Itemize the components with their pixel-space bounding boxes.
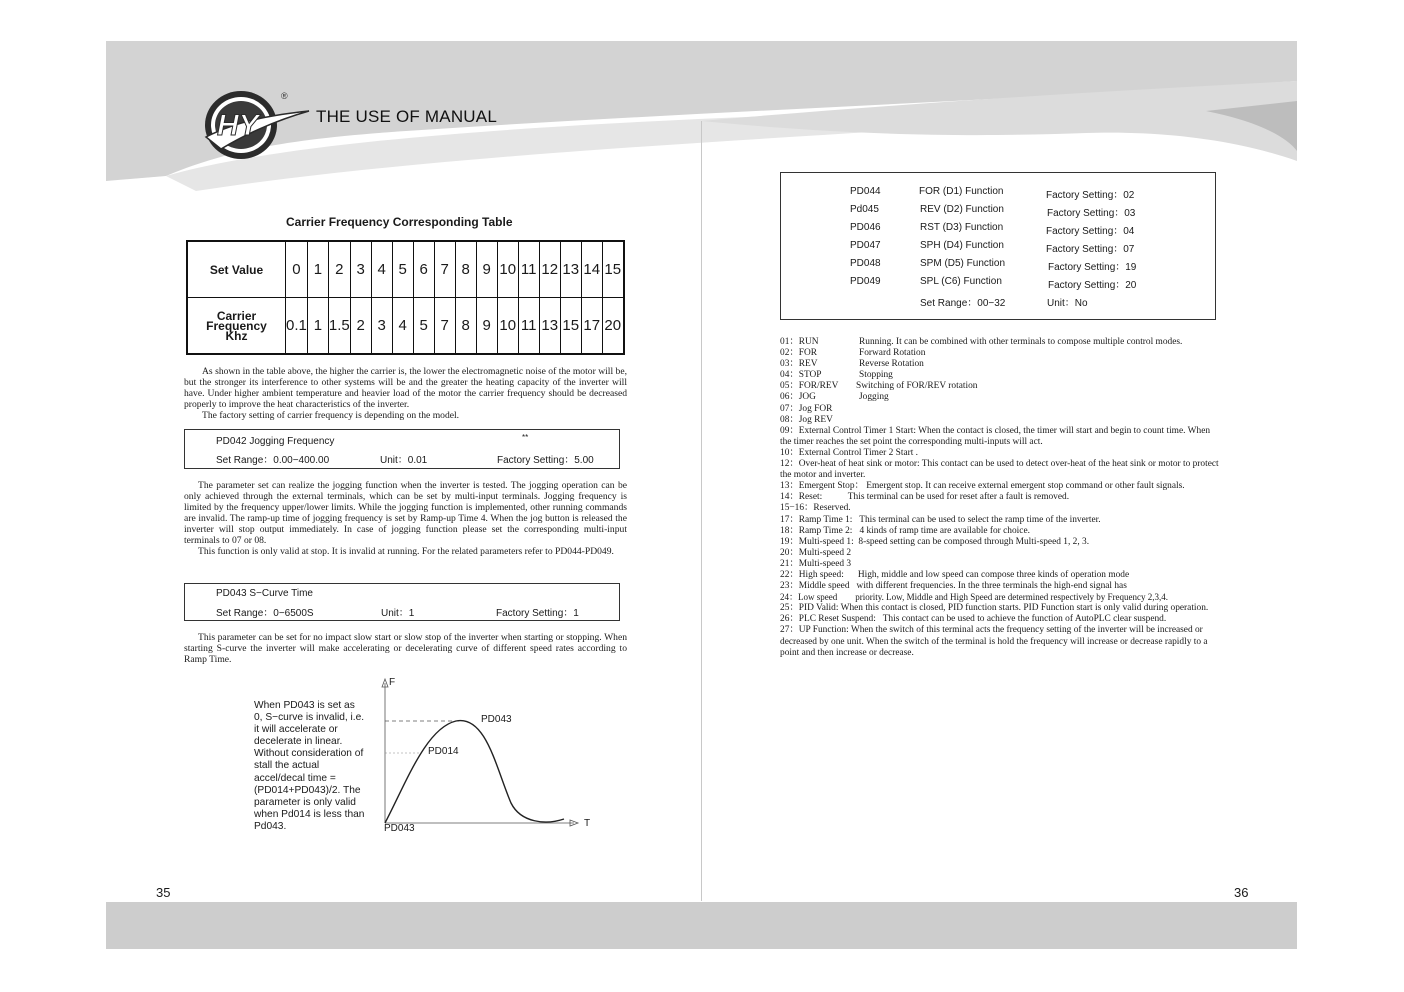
list-item: 18：Ramp Time 2: 4 kinds of ramp time are available for choice. [780, 525, 1030, 536]
function-factory: Factory Setting：04 [1046, 226, 1135, 237]
table-cell: 10 [497, 241, 518, 298]
base-label: PD043 [384, 823, 415, 834]
header-line: Carrier [216, 308, 257, 323]
header-line: Frequency [206, 318, 267, 333]
table-cell: 5 [392, 241, 413, 298]
carrier-table-title: Carrier Frequency Corresponding Table [286, 215, 513, 229]
term-code: 05：FOR/REV [780, 381, 839, 392]
carrier-frequency-header [187, 298, 286, 355]
list-item: 26：PLC Reset Suspend: This contact can be used to achieve the function of AutoPLC clear suspend. [780, 614, 1167, 625]
list-item [780, 337, 1220, 348]
function-name: RST (D3) Function [920, 222, 1004, 233]
table-cell: 6 [413, 241, 434, 298]
table-cell: 1.5 [328, 298, 350, 355]
unit: Unit：No [1047, 298, 1088, 309]
pd042-factory: Factory Setting：5.00 [497, 455, 594, 466]
carrier-factory-note: The factory setting of carrier frequency is depending on the model. [202, 410, 460, 421]
footer-band [106, 902, 1297, 949]
table-cell: 7 [434, 298, 455, 355]
peak-label: PD043 [481, 714, 512, 725]
term-code: 08：Jog REV [780, 414, 833, 425]
term-text: Forward Rotation [859, 348, 926, 359]
list-item [780, 370, 1220, 381]
pd042-mark: ** [522, 433, 529, 442]
function-name: FOR (D1) Function [919, 186, 1004, 197]
function-code: PD047 [850, 240, 881, 251]
list-item: 14：Reset: This terminal can be used for reset after a fault is removed. [780, 492, 1070, 503]
table-cell: 11 [518, 298, 539, 355]
table-cell: 0 [286, 241, 308, 298]
list-item [780, 348, 1220, 359]
function-code: PD048 [850, 258, 881, 269]
carrier-frequency-table [186, 240, 625, 355]
list-item [780, 392, 1220, 403]
table-cell: 9 [476, 241, 497, 298]
jogging-note: This function is only valid at stop. It is invalid at running. For the related parameters refer to PD044-PD049. [198, 546, 614, 557]
table-cell: 8 [455, 241, 476, 298]
term-text: Reverse Rotation [859, 359, 924, 370]
function-name: REV (D2) Function [920, 204, 1004, 215]
table-cell: 1 [307, 241, 328, 298]
term-code: 07：Jog FOR [780, 403, 833, 414]
list-item: 17：Ramp Time 1: This terminal can be used to select the ramp time of the inverter. [780, 514, 1101, 525]
list-item [780, 404, 1220, 415]
list-item: 22：High speed: High, middle and low speed can compose three kinds of operation mode [780, 569, 1130, 580]
s-curve-note: When PD043 is set as 0, S−curve is invalid, i.e. it will accelerate or decelerate in linear. Without consideration of stall the actual accel/decal time = (PD014+PD043)/2. The parameter is only valid when Pd014 is less than Pd043. [254, 700, 365, 832]
function-factory: Factory Setting：03 [1047, 208, 1136, 219]
term-code: 04：STOP [780, 370, 822, 381]
table-cell: 4 [392, 298, 413, 355]
table-cell: 2 [328, 241, 350, 298]
t-axis-label: T [584, 818, 591, 829]
carrier-frequency-row [187, 298, 624, 355]
list-item: 10：External Control Timer 2 Start . [780, 447, 919, 458]
term-code: 06：JOG [780, 392, 816, 403]
list-item: 27：UP Function: When the switch of this terminal acts the frequency setting of the inverter will be increased or decreased by one unit. When the switch of the terminal is hold the frequency will increase or decrease rapidly to a point and then increase or decrease. [780, 625, 1208, 658]
term-text: Jogging [859, 392, 889, 403]
function-factory: Factory Setting：07 [1046, 244, 1135, 255]
table-cell: 14 [581, 241, 602, 298]
function-code: Pd045 [850, 204, 879, 215]
table-cell: 15 [560, 298, 581, 355]
list-item: 25：PID Valid: When this contact is closed, PID function starts. PID Function start is only valid during operation. [780, 603, 1209, 614]
list-item: 21：Multi-speed 3 [780, 558, 852, 569]
list-item: 12：Over-heat of heat sink or motor: This contact can be used to detect over-heat of the heat sink or motor to protect the motor and inverter. [780, 459, 1219, 481]
header-title: THE USE OF MANUAL [316, 107, 497, 126]
function-factory: Factory Setting：19 [1048, 262, 1137, 273]
term-text: Stopping [859, 370, 893, 381]
term-code: 02：FOR [780, 348, 817, 359]
table-cell: 4 [371, 241, 392, 298]
page-number-left: 35 [156, 885, 171, 900]
function-code: PD046 [850, 222, 881, 233]
pd042-unit: Unit：0.01 [380, 455, 428, 466]
term-text: Switching of FOR/REV rotation [856, 381, 978, 392]
table-cell: 8 [455, 298, 476, 355]
list-item: 23：Middle speed with different frequencies. In the three terminals the high-end signal has [780, 581, 1127, 592]
table-cell: 2 [350, 298, 371, 355]
pd043-factory: Factory Setting：1 [496, 608, 579, 619]
list-item: 09：External Control Timer 1 Start: When the contact is closed, the timer will start and begin to count time. When the timer reaches the set point the corresponding multi-inputs will act. [780, 425, 1211, 447]
list-item: 15−16：Reserved. [780, 503, 851, 514]
logo-text: HY [217, 109, 259, 142]
terminal-function-list [780, 337, 1220, 659]
term-code: 01：RUN [780, 337, 819, 347]
f-axis-label: F [389, 677, 396, 688]
table-cell: 13 [539, 298, 560, 355]
table-cell: 10 [497, 298, 518, 355]
table-cell: 11 [518, 241, 539, 298]
pd043-box [184, 583, 620, 621]
set-range: Set Range：00−32 [920, 298, 1006, 309]
list-item: 19：Multi-speed 1: 8-speed setting can be composed through Multi-speed 1, 2, 3. [780, 536, 1090, 547]
pd042-box [184, 429, 620, 469]
function-code: PD044 [850, 186, 881, 197]
term-code: 03：REV [780, 359, 818, 370]
list-item: 20：Multi-speed 2 [780, 547, 852, 558]
manual-spread [106, 41, 1297, 949]
pd043-unit: Unit：1 [381, 608, 415, 619]
function-code: PD049 [850, 276, 881, 287]
list-item: 24：Low speed priority. Low, Middle and High Speed are determined respectively by Frequency 2,3,4. [780, 592, 1168, 603]
table-cell: 3 [350, 241, 371, 298]
pd043-name: PD043 S−Curve Time [216, 588, 313, 599]
table-cell: 0.1 [286, 298, 308, 355]
set-value-header: Set Value [187, 241, 286, 298]
s-curve-line [385, 721, 564, 823]
table-cell: 3 [371, 298, 392, 355]
function-name: SPL (C6) Function [920, 276, 1002, 287]
table-cell: 5 [413, 298, 434, 355]
list-item [780, 359, 1220, 370]
table-cell: 12 [539, 241, 560, 298]
table-cell: 1 [307, 298, 328, 355]
pd042-name: PD042 Jogging Frequency [216, 436, 335, 447]
header-line: Khz [225, 328, 248, 343]
function-factory: Factory Setting：02 [1046, 190, 1135, 201]
pd043-range: Set Range：0−6500S [216, 608, 314, 619]
function-name: SPH (D4) Function [920, 240, 1004, 251]
s-curve-diagram [376, 673, 596, 843]
list-item [780, 381, 1220, 392]
svg-text:®: ® [281, 91, 288, 101]
s-curve-paragraph: This parameter can be set for no impact slow start or slow stop of the inverter when starting or stopping. When starting S-curve the inverter will make accelerating or decelerating curve of different speed rates according to Ramp Time. [184, 632, 627, 666]
carrier-paragraph: As shown in the table above, the higher the carrier is, the lower the electromagnetic noise of the motor will be, but the stronger its interference to other systems will be and the greater the heating capacity of the inverter will have. Under higher ambient temperature and heavier load of the motor the carrier frequency should be decreased properly to improve the heat characteristics of the inverter. [184, 366, 627, 411]
table-cell: 7 [434, 241, 455, 298]
pd042-range: Set Range：0.00−400.00 [216, 455, 330, 466]
table-cell: 13 [560, 241, 581, 298]
function-name: SPM (D5) Function [920, 258, 1006, 269]
page-number-right: 36 [1234, 885, 1249, 900]
list-item [780, 415, 1220, 426]
table-cell: 15 [602, 241, 624, 298]
hy-logo-icon [201, 89, 311, 169]
mid-label: PD014 [428, 746, 459, 757]
page-divider [701, 121, 702, 901]
table-cell: 20 [602, 298, 624, 355]
list-item: 13：Emergent Stop： Emergent stop. It can receive external emergent stop command or other fault signals. [780, 481, 1185, 492]
function-factory: Factory Setting：20 [1048, 280, 1137, 291]
jogging-paragraph: The parameter set can realize the jogging function when the inverter is tested. The jogging operation can be only achieved through the external terminals, which can be set by multi-input terminals. Jogging frequency is limited by the frequency upper/lower limits. While the jogging function is implemented, other running commands are invalid. The ramp-up time of jogging frequency is set by Ramp-up Time 4. When the jog button is released the inverter will stop output immediately. In case of jogging function please set the corresponding multi-input terminals to 07 or 08. [184, 480, 627, 547]
term-text: Running. It can be combined with other terminals to compose multiple control modes. [859, 337, 1183, 347]
set-value-row [187, 241, 624, 298]
table-cell: 9 [476, 298, 497, 355]
table-cell: 17 [581, 298, 602, 355]
function-settings-box [780, 172, 1216, 320]
